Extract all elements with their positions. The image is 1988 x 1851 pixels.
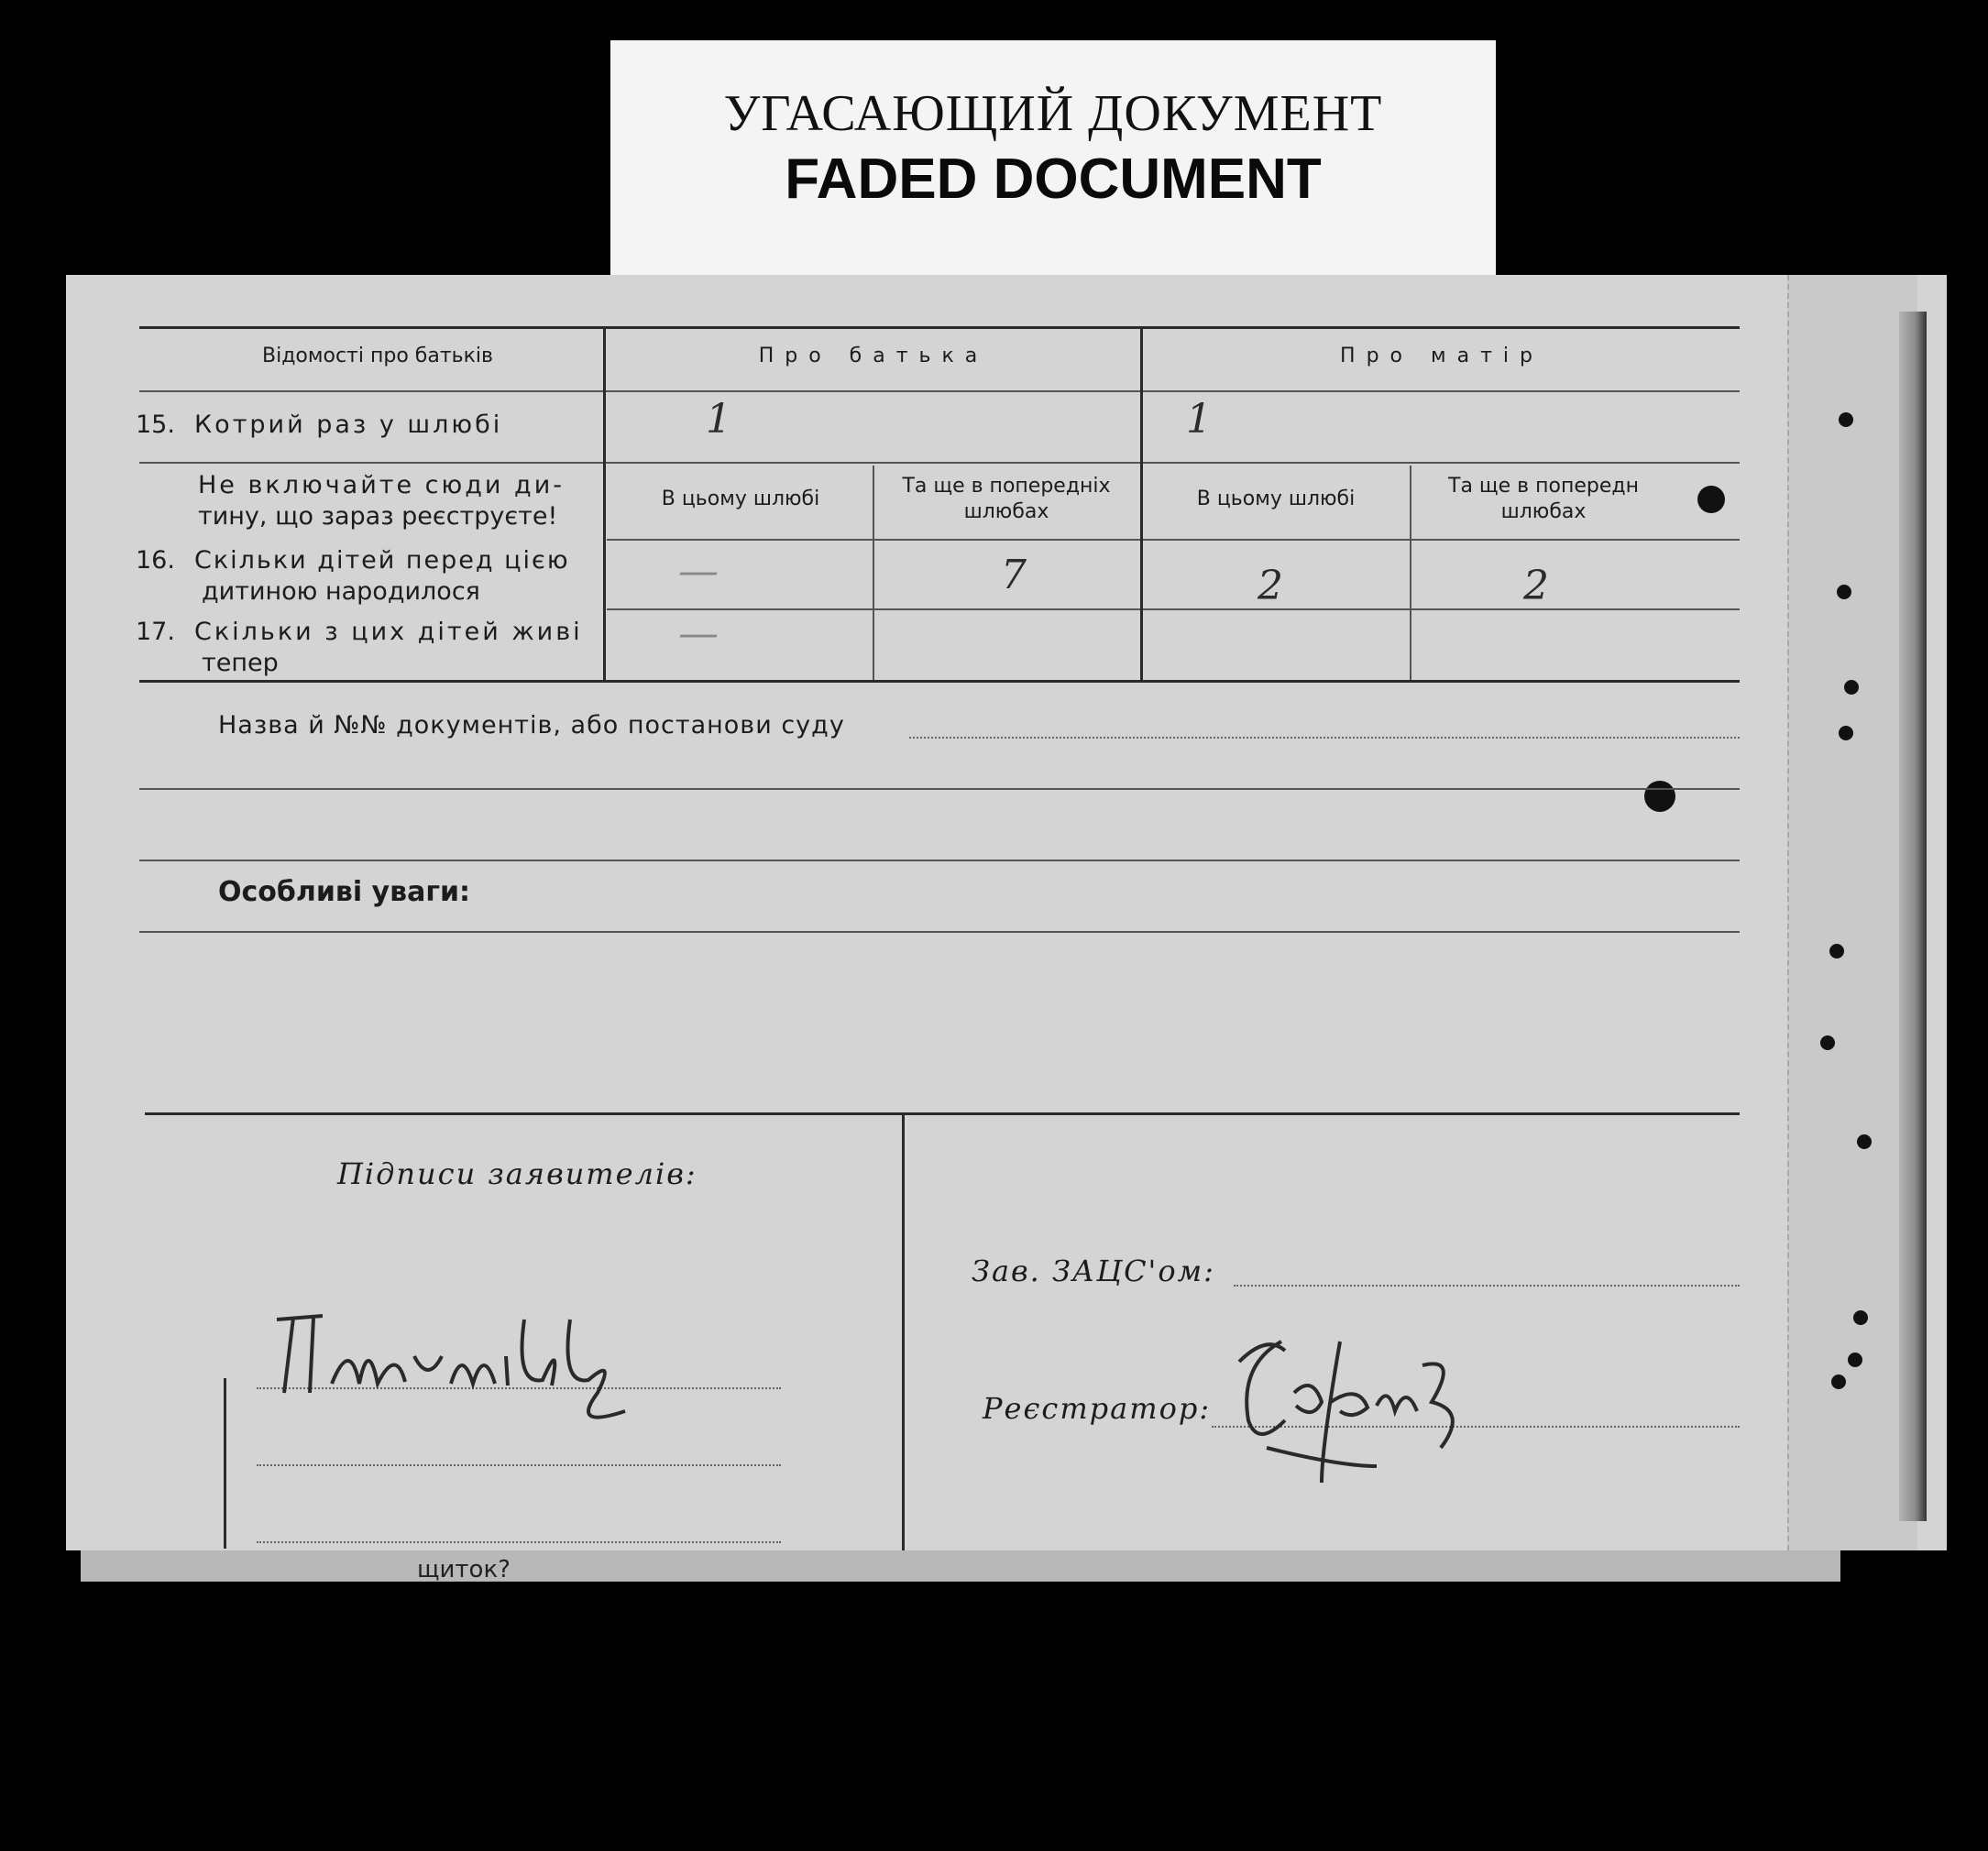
- mother-marriage-count: 1: [1186, 396, 1212, 443]
- punch-hole: [1844, 680, 1859, 695]
- punch-hole: [1848, 1353, 1862, 1367]
- punch-hole: [1839, 412, 1853, 427]
- remarks-label: Особливі уваги:: [218, 876, 471, 908]
- question-16-line-2: дитиною народилося: [202, 577, 480, 606]
- question-16-line-1: Скільки дітей перед цією: [194, 546, 570, 575]
- column-divider: [1410, 465, 1411, 680]
- punch-hole: [1837, 585, 1851, 599]
- form-sheet: [66, 275, 1947, 1550]
- father-previous-header-1: Та ще в попередніх: [902, 475, 1111, 498]
- remarks-line: [139, 931, 1740, 933]
- question-17-line-2: тепер: [202, 649, 279, 677]
- note-line-1: Не включайте сюди ди-: [198, 471, 565, 499]
- punch-hole: [1831, 1375, 1846, 1389]
- header-about-father: Про батька: [758, 345, 989, 367]
- punch-hole: [1644, 781, 1675, 812]
- mother-previous-header-1: Та ще в попередн: [1448, 475, 1639, 498]
- registrar-label: Реєстратор:: [983, 1391, 1212, 1426]
- punch-hole: [1829, 944, 1844, 958]
- row-rule: [139, 462, 1740, 464]
- header-parents-info: Відомості про батьків: [262, 345, 493, 367]
- q16-father-this-marriage: —: [678, 548, 719, 595]
- applicant-handwritten-signature: [268, 1301, 744, 1429]
- row-rule: [607, 539, 1740, 541]
- q16-mother-this-marriage: 2: [1258, 563, 1283, 609]
- mother-previous-header-2: шлюбах: [1500, 500, 1587, 523]
- torn-edge: [1899, 312, 1927, 1521]
- signature-line: [257, 1541, 781, 1543]
- applicants-signature-label: Підписи заявителів:: [337, 1156, 697, 1191]
- father-previous-header-2: шлюбах: [963, 500, 1049, 523]
- table-top-rule: [139, 326, 1740, 329]
- q16-mother-previous: 2: [1523, 563, 1549, 609]
- note-line-2: тину, що зараз реєструєте!: [198, 502, 558, 531]
- question-16-number: 16.: [136, 546, 175, 575]
- stamp-english-text: FADED DOCUMENT: [785, 148, 1322, 211]
- punch-hole: [1853, 1310, 1868, 1325]
- column-divider: [603, 326, 606, 680]
- signature-divider: [902, 1112, 905, 1550]
- q16-father-previous: 7: [1001, 552, 1027, 598]
- faded-document-stamp: [610, 40, 1496, 277]
- registry-head-label: Зав. ЗАЦС'ом:: [972, 1254, 1215, 1288]
- question-15-label: Котрий раз у шлюбі: [194, 411, 503, 439]
- question-17-line-1: Скільки з цих дітей живі: [194, 618, 583, 646]
- question-15-number: 15.: [136, 411, 175, 439]
- underlying-page-fragment: щиток?: [417, 1556, 511, 1583]
- documents-label: Назва й №№ документів, або постанови суду: [218, 711, 845, 739]
- question-17-number: 17.: [136, 618, 175, 646]
- documents-line: [139, 788, 1740, 790]
- punch-hole: [1820, 1035, 1835, 1050]
- column-divider: [1140, 326, 1143, 680]
- signature-section-rule: [145, 1112, 1740, 1115]
- father-this-marriage-header: В цьому шлюбі: [661, 487, 820, 510]
- signature-line: [257, 1464, 781, 1466]
- table-bottom-rule: [139, 680, 1740, 683]
- father-marriage-count: 1: [706, 396, 731, 443]
- signature-bracket: [224, 1378, 226, 1549]
- row-rule: [607, 608, 1740, 610]
- mother-this-marriage-header: В цьому шлюбі: [1196, 487, 1356, 510]
- punch-hole: [1857, 1134, 1872, 1149]
- documents-fill-line: [909, 737, 1740, 739]
- registrar-handwritten-signature: [1230, 1329, 1505, 1494]
- q17-father-this-marriage: —: [678, 610, 719, 657]
- stamp-russian-text: УГАСАЮЩИЙ ДОКУМЕНТ: [723, 85, 1383, 142]
- header-rule: [139, 390, 1740, 392]
- column-divider: [873, 465, 874, 680]
- documents-line: [139, 860, 1740, 861]
- punch-hole: [1697, 486, 1725, 513]
- punch-hole: [1839, 726, 1853, 740]
- registry-head-line: [1234, 1285, 1740, 1287]
- header-about-mother: Про матір: [1340, 345, 1543, 367]
